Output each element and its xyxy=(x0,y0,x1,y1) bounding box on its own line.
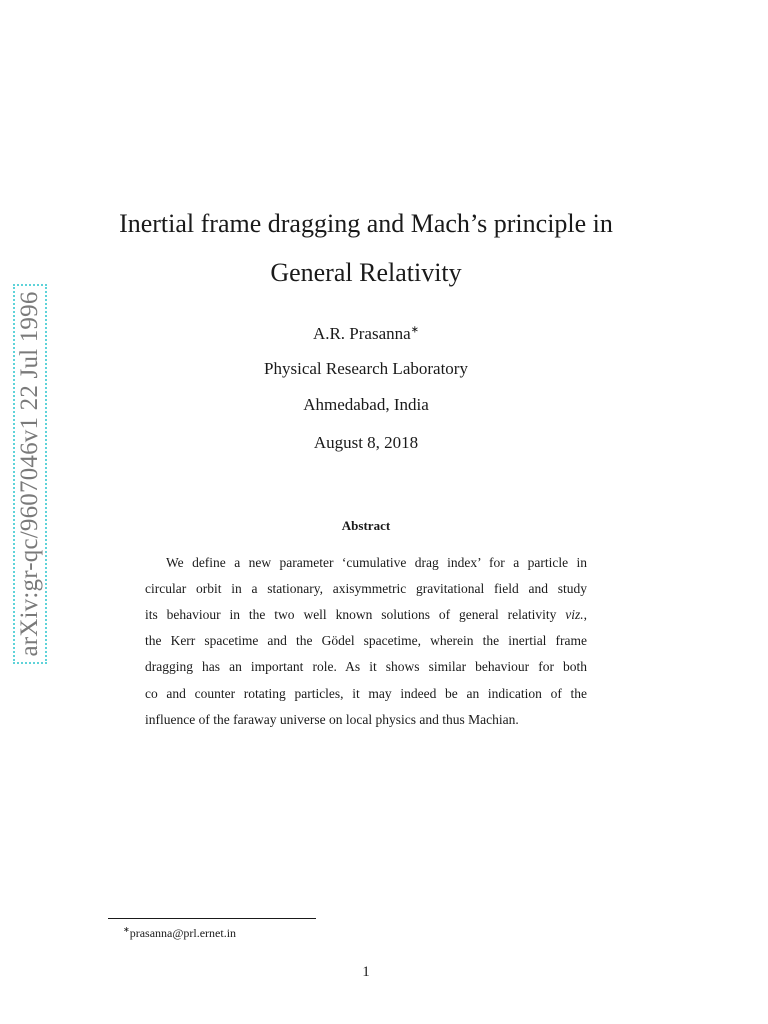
paper-title-line-2: General Relativity xyxy=(270,258,462,287)
abstract-line-3-text: its behaviour in the two well known solutions of general relativity xyxy=(145,608,557,622)
abstract-line-7: influence of the faraway universe on local physics and thus Machian. xyxy=(145,713,519,727)
paper-title-line-1: Inertial frame dragging and Mach’s principle in xyxy=(119,209,613,238)
abstract-line-2: circular orbit in a stationary, axisymmetric gravitational field and study xyxy=(145,582,587,596)
abstract-line-5: dragging has an important role. As it shows similar behaviour for both xyxy=(145,660,587,674)
abstract-line-1: We define a new parameter ‘cumulative drag index’ for a particle in xyxy=(166,556,587,570)
abstract-viz: viz. xyxy=(565,608,584,622)
author-name: A.R. Prasanna xyxy=(312,324,411,343)
abstract-line-6: co and counter rotating particles, it may indeed be an indication of the xyxy=(145,687,587,701)
author-footnote-mark: ∗ xyxy=(410,324,420,336)
abstract-line-3 xyxy=(145,608,587,622)
footnote-email: prasanna@prl.ernet.in xyxy=(129,926,237,940)
affiliation-location: Ahmedabad, India xyxy=(303,395,429,414)
abstract-line-4: the Kerr spacetime and the Gödel spacetime, wherein the inertial frame xyxy=(145,634,587,648)
footnote xyxy=(123,927,236,939)
arxiv-identifier: arXiv:gr-qc/9607046v1 22 Jul 1996 xyxy=(16,291,43,657)
abstract-heading: Abstract xyxy=(341,518,391,533)
abstract-line-3-comma: , xyxy=(583,608,587,622)
footnote-mark: ∗ xyxy=(123,925,130,934)
arxiv-side-stamp xyxy=(13,284,47,664)
affiliation-institution: Physical Research Laboratory xyxy=(264,359,468,378)
page-number: 1 xyxy=(362,964,370,980)
footnote-rule xyxy=(108,918,316,919)
author xyxy=(160,325,572,342)
paper-date: August 8, 2018 xyxy=(313,433,419,452)
